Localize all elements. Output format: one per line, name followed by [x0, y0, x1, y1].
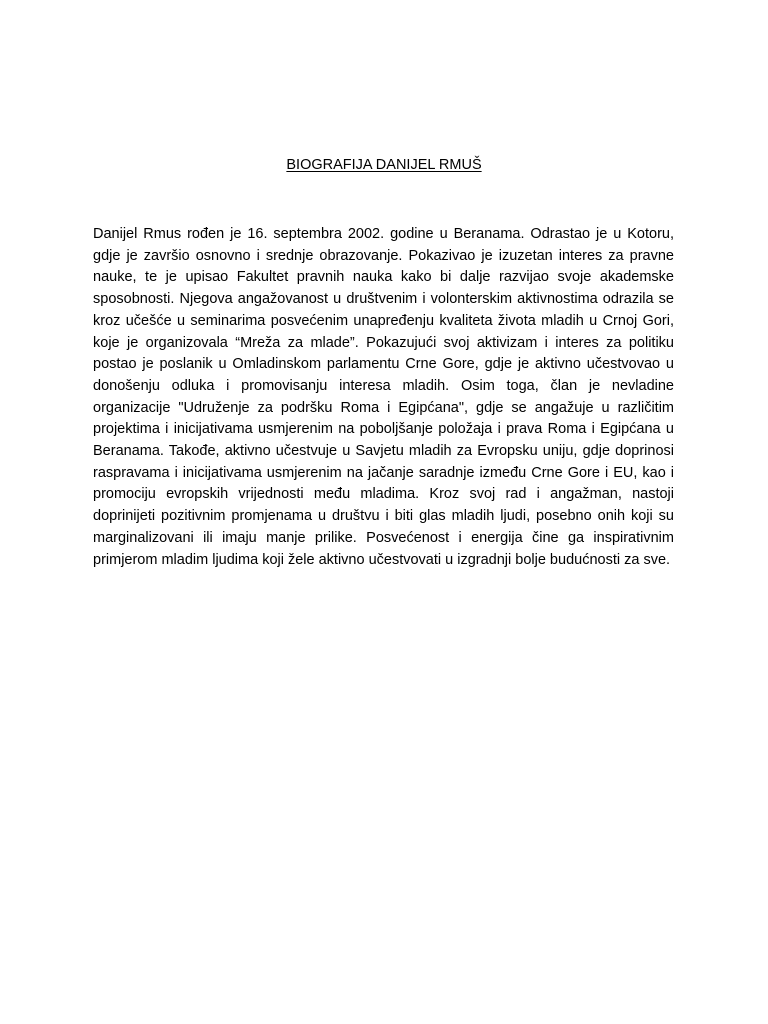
biography-paragraph: Danijel Rmus rođen je 16. septembra 2002. godine u Beranama. Odrastao je u Kotoru, gdje je završio osnovno i srednje obrazovanje. Pokazivao je izuzetan interes za pravne nauke, te je upisao Fakultet pravnih nauka kako bi dalje razvijao svoje akademske sposobnosti. Njegova angažovanost u društvenim i volonterskim aktivnostima odrazila se kroz učešće u seminarima posvećenim unapređenju kvaliteta života mladih u Crnoj Gori, koje je organizovala “Mreža za mlade”. Pokazujući svoj aktivizam i interes za politiku postao je poslanik u Omladinskom parlamentu Crne Gore, gdje je aktivno učestvovao u donošenju odluka i promovisanju interesa mladih. Osim toga, član je nevladine organizacije "Udruženje za podršku Roma i Egipćana", gdje se angažuje u različitim projektima i inicijativama usmjerenim na poboljšanje položaja i prava Roma i Egipćana u Beranama. Takođe, aktivno učestvuje u Savjetu mladih za Evropsku uniju, gdje doprinosi raspravama i inicijativama usmjerenim na jačanje saradnje između Crne Gore i EU, kao i promociju evropskih vrijednosti među mladima. Kroz svoj rad i angažman, nastoji doprinijeti pozitivnim promjenama u društvu i biti glas mladih ljudi, posebno onih koji su marginalizovani ili imaju manje prilike. Posvećenost i energija čine ga inspirativnim primjerom mladim ljudima koji žele aktivno učestvovati u izgradnji bolje budućnosti za sve.: [93, 226, 674, 568]
document-title-text: BIOGRAFIJA DANIJEL RMUŠ: [286, 157, 482, 173]
document-title: [0, 157, 768, 173]
